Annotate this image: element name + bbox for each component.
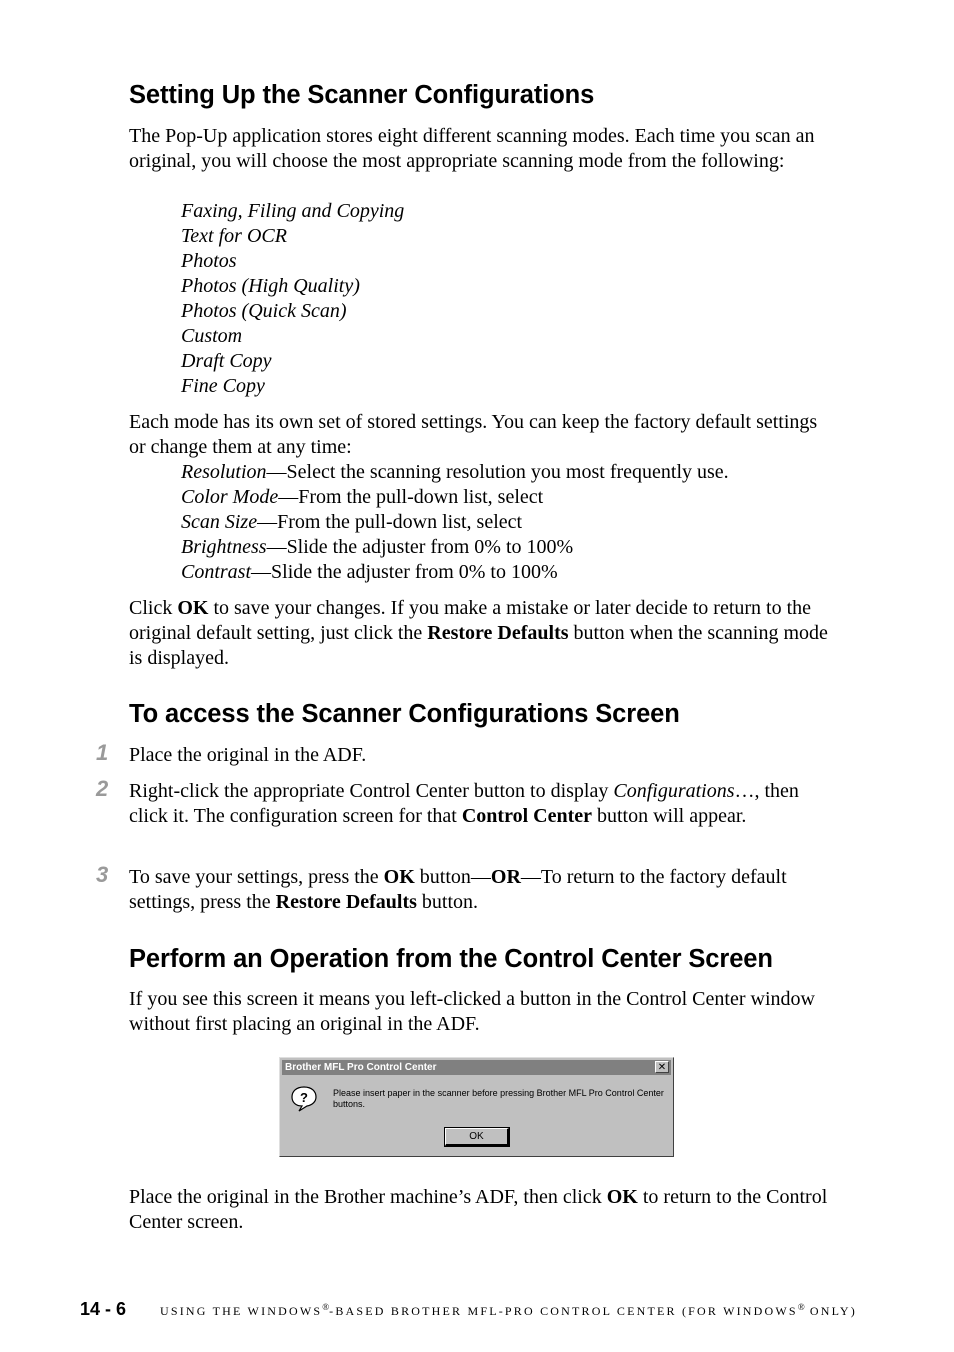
dialog-title-bar <box>282 1060 671 1075</box>
insert-paper-dialog <box>279 1057 674 1157</box>
step-number: 2 <box>96 776 109 801</box>
mode-item: Fine Copy <box>181 375 265 397</box>
text-run: -BASED BROTHER MFL-PRO CONTROL CENTER (FOR WINDOWS <box>329 1304 798 1318</box>
text-run: to return to the Control Center screen. <box>129 1186 828 1233</box>
mode-item: Custom <box>181 325 243 347</box>
setting-item <box>181 510 729 535</box>
dialog-title: Brother MFL Pro Control Center <box>285 1062 437 1073</box>
step-number: 3 <box>96 862 109 887</box>
setting-desc: —From the pull-down list, select <box>257 511 523 533</box>
return-paragraph <box>129 1185 829 1235</box>
mode-item: Photos <box>181 250 237 272</box>
question-icon <box>290 1085 318 1113</box>
text-run: To save your settings, press the <box>129 866 384 888</box>
setting-name: Contrast <box>181 561 252 583</box>
text-run: button. <box>416 891 479 913</box>
text-run: USING THE WINDOWS <box>160 1304 323 1318</box>
section-heading-scanner-configurations: Setting Up the Scanner Configurations <box>129 81 595 109</box>
svg-text:?: ? <box>300 1090 308 1105</box>
setting-item <box>181 460 729 485</box>
mode-item: Photos (Quick Scan) <box>181 300 347 322</box>
text-run: ONLY) <box>804 1304 857 1318</box>
text-run: to save your changes. If you make a mistake or later decide to return to the original default setting, just click the <box>129 597 812 644</box>
ok-term: OK <box>383 866 415 888</box>
text-run: —To return to the factory default settings, press the <box>129 866 787 913</box>
setting-item <box>181 535 729 560</box>
step-3-text <box>129 865 829 915</box>
setting-name: Brightness <box>181 536 267 558</box>
text-run: button when the scanning mode is displayed. <box>129 622 828 669</box>
setting-item <box>181 485 729 510</box>
mode-item: Text for OCR <box>181 225 287 247</box>
settings-intro-paragraph: Each mode has its own set of stored settings. You can keep the factory default settings or change them at any time: <box>129 411 818 458</box>
text-run: button will appear. <box>592 805 747 827</box>
section-heading-perform-operation: Perform an Operation from the Control Center Screen <box>129 945 773 973</box>
intro-paragraph: The Pop-Up application stores eight different scanning modes. Each time you scan an original, you will choose the most appropriate scanning mode from the following: <box>129 125 815 172</box>
save-changes-paragraph <box>129 596 829 671</box>
setting-desc: —Slide the adjuster from 0% to 100% <box>266 536 574 558</box>
ok-button[interactable]: OK <box>445 1128 509 1146</box>
or-term: OR <box>490 866 521 888</box>
close-button[interactable]: ✕ <box>655 1061 669 1073</box>
setting-desc: —From the pull-down list, select <box>278 486 544 508</box>
mode-item: Draft Copy <box>181 350 272 372</box>
step-1-text: Place the original in the ADF. <box>129 744 367 766</box>
section-heading-access-configurations: To access the Scanner Configurations Screen <box>129 700 680 728</box>
step-2-text <box>129 779 829 829</box>
configurations-term: Configurations <box>613 780 735 802</box>
registered-mark: ® <box>797 1302 805 1312</box>
registered-mark: ® <box>322 1302 330 1312</box>
text-run: Right-click the appropriate Control Center button to display <box>129 780 614 802</box>
step-number: 1 <box>96 740 109 765</box>
ok-term: OK <box>606 1186 638 1208</box>
setting-desc: —Slide the adjuster from 0% to 100% <box>251 561 558 583</box>
mode-item: Photos (High Quality) <box>181 275 360 297</box>
setting-name: Scan Size <box>181 511 258 533</box>
settings-list <box>181 460 729 585</box>
restore-defaults-term: Restore Defaults <box>275 891 417 913</box>
setting-item <box>181 560 729 585</box>
setting-desc: —Select the scanning resolution you most frequently use. <box>266 461 729 483</box>
dialog-message: Please insert paper in the scanner before pressing Brother MFL Pro Control Center buttons. <box>333 1088 664 1109</box>
setting-name: Resolution <box>181 461 267 483</box>
text-run: Click <box>129 597 178 619</box>
screen-explanation-paragraph: If you see this screen it means you left-clicked a button in the Control Center window without first placing an original in the ADF. <box>129 988 815 1035</box>
mode-item: Faxing, Filing and Copying <box>181 200 405 222</box>
page-number: 14 - 6 <box>80 1299 127 1319</box>
control-center-term: Control Center <box>461 805 592 827</box>
text-run: button— <box>414 866 491 888</box>
running-footer <box>160 1302 857 1319</box>
setting-name: Color Mode <box>181 486 279 508</box>
restore-defaults-term: Restore Defaults <box>427 622 569 644</box>
scanning-modes-list <box>181 199 404 399</box>
text-run: Place the original in the Brother machine’s ADF, then click <box>129 1186 607 1208</box>
text-run: …, then click it. The configuration screen for that <box>129 780 799 827</box>
ok-term: OK <box>177 597 209 619</box>
